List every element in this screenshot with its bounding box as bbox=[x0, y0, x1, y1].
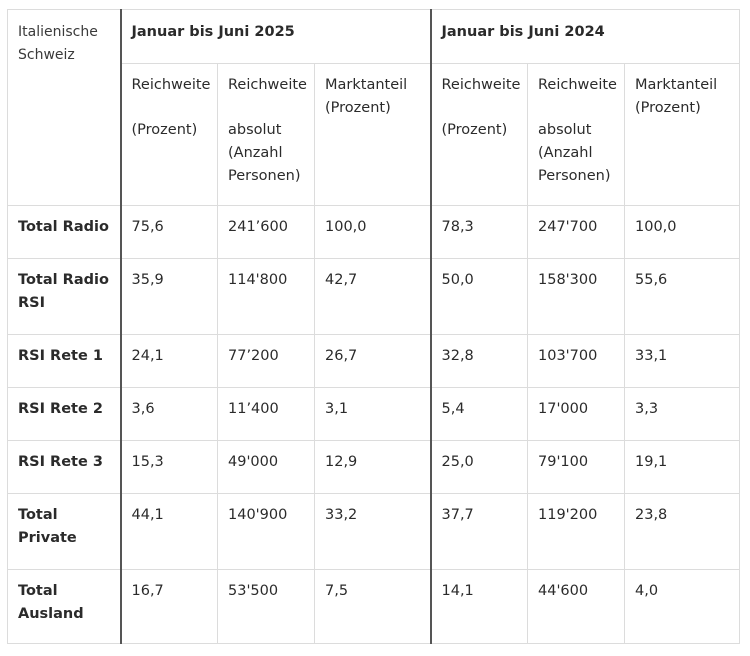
value-cell: 42,7 bbox=[315, 259, 431, 335]
subheader-text: absolut bbox=[538, 122, 592, 138]
value-cell: 55,6 bbox=[625, 259, 740, 335]
value-cell: 3,3 bbox=[625, 388, 740, 441]
subheader-text: (Prozent) bbox=[635, 100, 701, 116]
value-cell: 3,6 bbox=[121, 388, 218, 441]
subheader-text: (Prozent) bbox=[441, 122, 508, 138]
value-cell: 119'200 bbox=[528, 494, 625, 570]
value-cell: 78,3 bbox=[431, 206, 528, 259]
value-cell: 53'500 bbox=[218, 570, 315, 644]
value-cell: 16,7 bbox=[121, 570, 218, 644]
value-cell: 75,6 bbox=[121, 206, 218, 259]
value-cell: 17'000 bbox=[528, 388, 625, 441]
value-cell: 44'600 bbox=[528, 570, 625, 644]
group-2024: Januar bis Juni 2024 bbox=[431, 10, 740, 64]
value-cell: 7,5 bbox=[315, 570, 431, 644]
subheader-text: Reichweite bbox=[131, 77, 211, 93]
table-row bbox=[8, 388, 740, 441]
value-cell: 24,1 bbox=[121, 335, 218, 388]
subheader-reach-pct-2025 bbox=[121, 64, 218, 206]
corner-line-2: Schweiz bbox=[18, 47, 75, 63]
table-row bbox=[8, 259, 740, 335]
row-label-line: Total bbox=[18, 507, 58, 523]
row-label bbox=[8, 441, 121, 494]
row-label-line: Ausland bbox=[18, 606, 84, 622]
row-label-line: RSI Rete 1 bbox=[18, 348, 103, 364]
subheader-reach-abs-2025 bbox=[218, 64, 315, 206]
value-cell: 79'100 bbox=[528, 441, 625, 494]
value-cell: 103'700 bbox=[528, 335, 625, 388]
subheader-text: Personen) bbox=[228, 168, 301, 184]
value-cell: 35,9 bbox=[121, 259, 218, 335]
row-label-line: RSI bbox=[18, 295, 46, 311]
row-label bbox=[8, 259, 121, 335]
corner-line-1: Italienische bbox=[18, 24, 98, 40]
row-label-line: Total bbox=[18, 583, 58, 599]
subheader-text: Marktanteil bbox=[635, 77, 718, 93]
radio-reach-table bbox=[7, 9, 740, 644]
value-cell: 50,0 bbox=[431, 259, 528, 335]
table-row bbox=[8, 441, 740, 494]
row-label-line: Private bbox=[18, 530, 77, 546]
group-2025: Januar bis Juni 2025 bbox=[121, 10, 431, 64]
table-row bbox=[8, 570, 740, 644]
value-cell: 114'800 bbox=[218, 259, 315, 335]
subheader-text: (Anzahl bbox=[538, 145, 593, 161]
value-cell: 15,3 bbox=[121, 441, 218, 494]
row-label bbox=[8, 335, 121, 388]
subheader-market-2025 bbox=[315, 64, 431, 206]
row-label bbox=[8, 494, 121, 570]
subheader-text: absolut bbox=[228, 122, 282, 138]
subheader-text: Reichweite bbox=[441, 77, 521, 93]
value-cell: 3,1 bbox=[315, 388, 431, 441]
value-cell: 100,0 bbox=[315, 206, 431, 259]
value-cell: 12,9 bbox=[315, 441, 431, 494]
row-label-line: Total Radio bbox=[18, 219, 109, 235]
value-cell: 33,1 bbox=[625, 335, 740, 388]
row-label bbox=[8, 206, 121, 259]
subheader-reach-pct-2024 bbox=[431, 64, 528, 206]
subheader-text: Marktanteil bbox=[325, 77, 408, 93]
subheader-reach-abs-2024 bbox=[528, 64, 625, 206]
corner-cell bbox=[8, 10, 121, 206]
value-cell: 140'900 bbox=[218, 494, 315, 570]
subheader-text: (Anzahl bbox=[228, 145, 283, 161]
value-cell: 49'000 bbox=[218, 441, 315, 494]
subheader-text: Reichweite bbox=[228, 77, 307, 93]
value-cell: 19,1 bbox=[625, 441, 740, 494]
value-cell: 77’200 bbox=[218, 335, 315, 388]
value-cell: 25,0 bbox=[431, 441, 528, 494]
value-cell: 26,7 bbox=[315, 335, 431, 388]
subheader-text: (Prozent) bbox=[131, 122, 198, 138]
value-cell: 247'700 bbox=[528, 206, 625, 259]
value-cell: 4,0 bbox=[625, 570, 740, 644]
subheader-text: Personen) bbox=[538, 168, 611, 184]
group-header-row bbox=[8, 10, 740, 64]
value-cell: 5,4 bbox=[431, 388, 528, 441]
value-cell: 23,8 bbox=[625, 494, 740, 570]
value-cell: 37,7 bbox=[431, 494, 528, 570]
table-row bbox=[8, 335, 740, 388]
subheader-text: Reichweite bbox=[538, 77, 617, 93]
subheader-market-2024 bbox=[625, 64, 740, 206]
row-label bbox=[8, 388, 121, 441]
value-cell: 44,1 bbox=[121, 494, 218, 570]
row-label-line: Total Radio bbox=[18, 272, 109, 288]
value-cell: 14,1 bbox=[431, 570, 528, 644]
row-label-line: RSI Rete 2 bbox=[18, 401, 103, 417]
table-row bbox=[8, 206, 740, 259]
row-label-line: RSI Rete 3 bbox=[18, 454, 103, 470]
value-cell: 241’600 bbox=[218, 206, 315, 259]
table-row bbox=[8, 494, 740, 570]
row-label bbox=[8, 570, 121, 644]
value-cell: 158'300 bbox=[528, 259, 625, 335]
value-cell: 100,0 bbox=[625, 206, 740, 259]
value-cell: 11’400 bbox=[218, 388, 315, 441]
value-cell: 32,8 bbox=[431, 335, 528, 388]
value-cell: 33,2 bbox=[315, 494, 431, 570]
subheader-text: (Prozent) bbox=[325, 100, 391, 116]
